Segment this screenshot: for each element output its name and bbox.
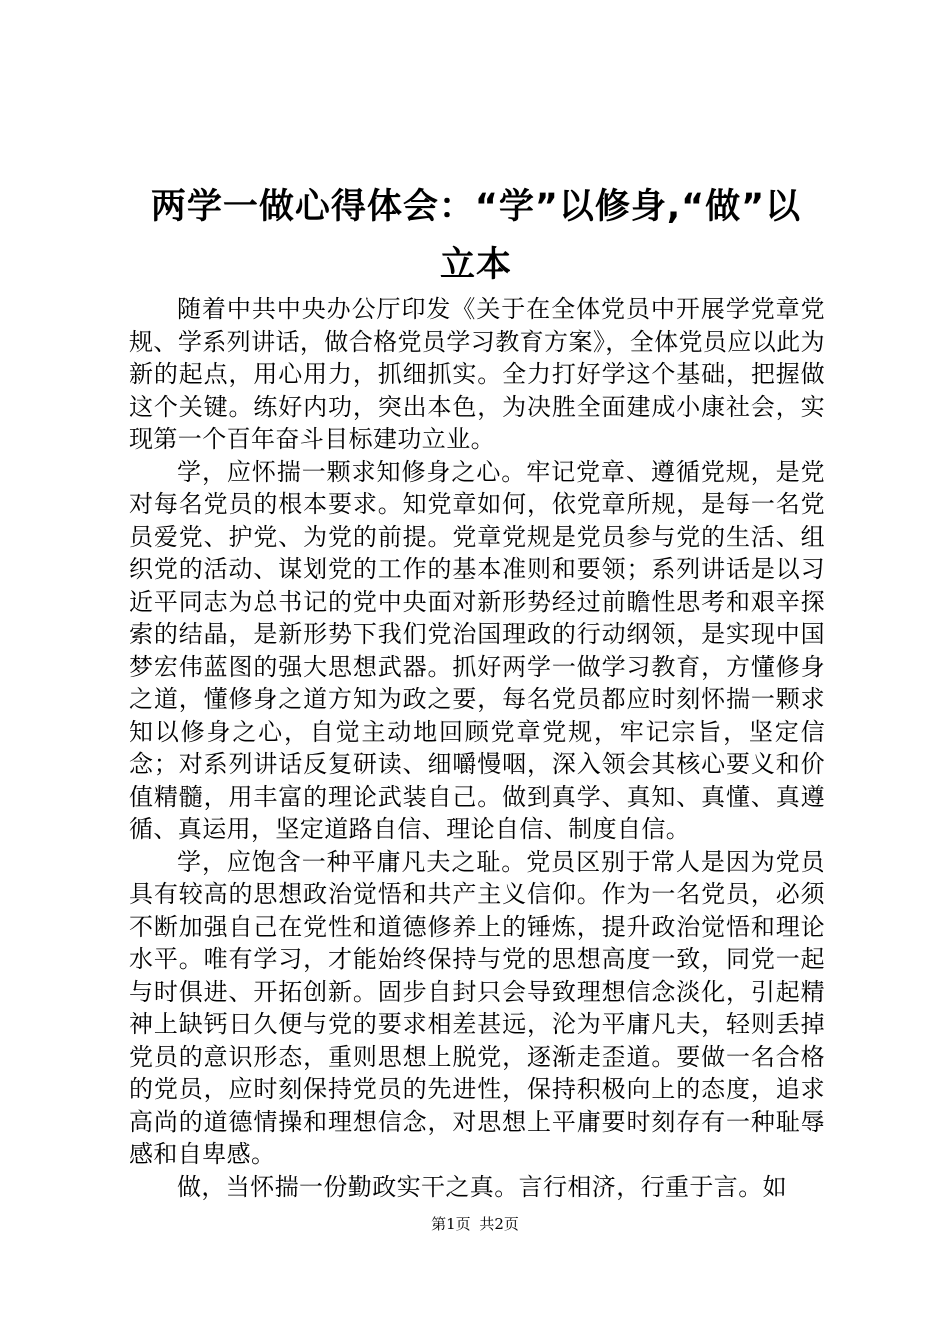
page-number-total: 共2页	[479, 1215, 519, 1233]
document-body	[129, 293, 825, 1203]
paragraph-do-diligence: 做，当怀揣一份勤政实干之真。言行相济，行重于言。如	[177, 1172, 787, 1201]
title-line-2: 立本	[439, 245, 512, 285]
paragraph-intro: 随着中共中央办公厅印发《关于在全体党员中开展学党章党规、学系列讲话，做合格党员学习教育方案》，全体党员应以此为新的起点，用心用力，抓细抓实。全力打好学这个基础，把握做这个关键。练好内功，突出本色，为决胜全面建成小康社会，实现第一个百年奋斗目标建功立业。	[129, 295, 825, 453]
document-title	[120, 178, 832, 294]
title-line-1: 两学一做心得体会：“学”以修身,“做”以	[150, 187, 802, 227]
paragraph-study-shame: 学，应饱含一种平庸凡夫之耻。党员区别于常人是因为党员具有较高的思想政治觉悟和共产主义信仰。作为一名党员，必须不断加强自己在党性和道德修养上的锤炼，提升政治觉悟和理论水平。唯有学习，才能始终保持与党的思想高度一致，同党一起与时俱进、开拓创新。固步自封只会导致理想信念淡化，引起精神上缺钙日久便与党的要求相差甚远，沦为平庸凡夫，轻则丢掉党员的意识形态，重则思想上脱党，逐渐走歪道。要做一名合格的党员，应时刻保持党员的先进性，保持积极向上的态度，追求高尚的道德情操和理想信念，对思想上平庸要时刻存有一种耻辱感和自卑感。	[129, 847, 825, 1168]
page-number-current: 第1页	[431, 1215, 471, 1233]
paragraph-study-cultivation: 学，应怀揣一颗求知修身之心。牢记党章、遵循党规，是党对每名党员的根本要求。知党章如何，依党章所规，是每一名党员爱党、护党、为党的前提。党章党规是党员参与党的生活、组织党的活动、谋划党的工作的基本准则和要领；系列讲话是以习近平同志为总书记的党中央面对新形势经过前瞻性思考和艰辛探索的结晶，是新形势下我们党治国理政的行动纲领，是实现中国梦宏伟蓝图的强大思想武器。抓好两学一做学习教育，方懂修身之道，懂修身之道方知为政之要，每名党员都应时刻怀揣一颗求知以修身之心，自觉主动地回顾党章党规，牢记宗旨，坚定信念；对系列讲话反复研读、细嚼慢咽，深入领会其核心要义和价值精髓，用丰富的理论武装自己。做到真学、真知、真懂、真遵循、真运用，坚定道路自信、理论自信、制度自信。	[129, 457, 825, 843]
page-footer	[0, 1214, 950, 1234]
